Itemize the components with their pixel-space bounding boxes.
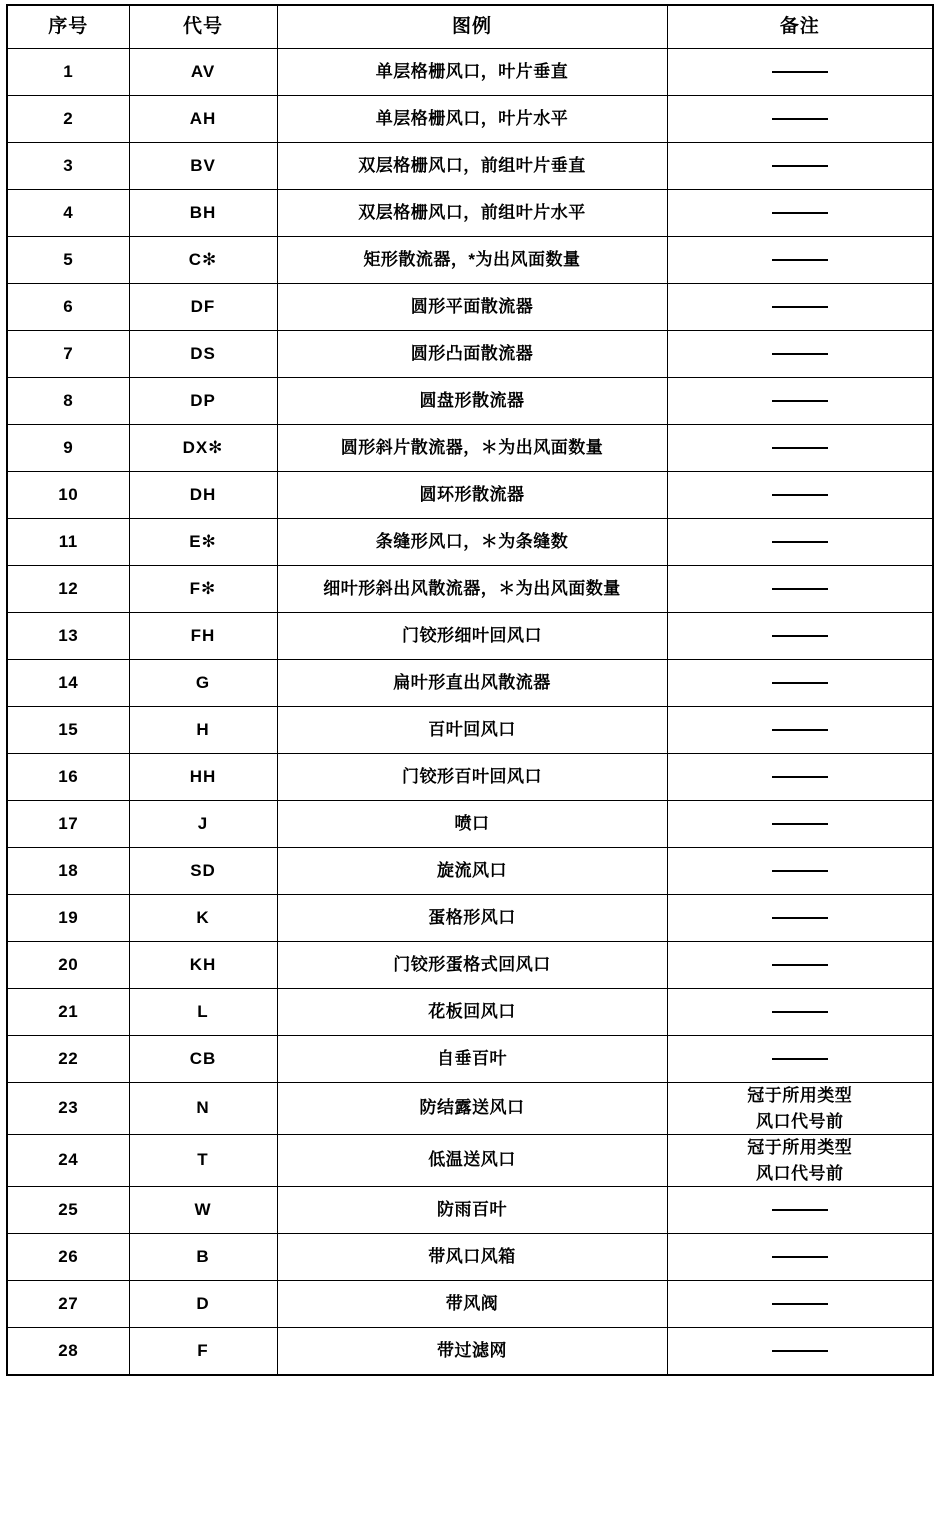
description-text: 百叶回风口 [428, 719, 516, 739]
cell-note [667, 613, 933, 660]
description-text: 细叶形斜出风散流器，＊为出风面数量 [323, 578, 621, 598]
cell-code: HH [129, 754, 277, 801]
cell-description [277, 1281, 667, 1328]
cell-note [667, 1083, 933, 1135]
cell-note [667, 284, 933, 331]
cell-description [277, 96, 667, 143]
cell-description [277, 331, 667, 378]
cell-no: 16 [7, 754, 129, 801]
cell-note [667, 848, 933, 895]
description-text: 蛋格形风口 [428, 907, 516, 927]
table-row [7, 378, 933, 425]
cell-code: FH [129, 613, 277, 660]
cell-description [277, 660, 667, 707]
cell-no: 22 [7, 1036, 129, 1083]
table-row [7, 1135, 933, 1187]
description-text: 单层格栅风口，叶片垂直 [375, 61, 569, 81]
note-dash-mark [772, 306, 828, 308]
cell-code: BV [129, 143, 277, 190]
cell-code: W [129, 1187, 277, 1234]
table-row [7, 895, 933, 942]
description-text: 条缝形风口，＊为条缝数 [375, 531, 569, 551]
cell-code: J [129, 801, 277, 848]
cell-description [277, 1135, 667, 1187]
table-row [7, 331, 933, 378]
cell-code: DX✻ [129, 425, 277, 472]
cell-description [277, 237, 667, 284]
description-text: 带风口风箱 [428, 1246, 516, 1266]
description-text: 花板回风口 [428, 1001, 516, 1021]
table-row [7, 801, 933, 848]
cell-code: K [129, 895, 277, 942]
description-text: 门铰形细叶回风口 [402, 625, 542, 645]
table-row [7, 1234, 933, 1281]
table-row [7, 613, 933, 660]
description-text: 带过滤网 [437, 1340, 507, 1360]
note-dash-mark [772, 1256, 828, 1258]
cell-code: C✻ [129, 237, 277, 284]
table-body [7, 49, 933, 1376]
cell-no: 24 [7, 1135, 129, 1187]
note-dash-mark [772, 541, 828, 543]
cell-description [277, 754, 667, 801]
cell-no: 8 [7, 378, 129, 425]
cell-no: 3 [7, 143, 129, 190]
description-text: 圆形平面散流器 [410, 296, 534, 316]
cell-no: 28 [7, 1328, 129, 1376]
header-cell-no: 序号 [7, 5, 129, 49]
cell-note [667, 331, 933, 378]
cell-code: D [129, 1281, 277, 1328]
description-text: 双层格栅风口，前组叶片垂直 [358, 155, 586, 175]
cell-no: 26 [7, 1234, 129, 1281]
cell-note [667, 942, 933, 989]
cell-no: 14 [7, 660, 129, 707]
cell-description [277, 848, 667, 895]
cell-description [277, 378, 667, 425]
cell-code: G [129, 660, 277, 707]
cell-description [277, 942, 667, 989]
cell-no: 2 [7, 96, 129, 143]
cell-description [277, 613, 667, 660]
note-line-2: 风口代号前 [756, 1163, 844, 1183]
table-row [7, 143, 933, 190]
note-dash-mark [772, 1303, 828, 1305]
table-row [7, 848, 933, 895]
cell-no: 5 [7, 237, 129, 284]
cell-note [667, 519, 933, 566]
cell-description [277, 1036, 667, 1083]
cell-no: 18 [7, 848, 129, 895]
cell-no: 19 [7, 895, 129, 942]
note-dash-mark [772, 823, 828, 825]
cell-note [667, 1036, 933, 1083]
table-row [7, 942, 933, 989]
description-text: 防雨百叶 [437, 1199, 507, 1219]
cell-no: 25 [7, 1187, 129, 1234]
cell-description [277, 519, 667, 566]
table-row [7, 566, 933, 613]
note-dash-mark [772, 917, 828, 919]
table-row [7, 707, 933, 754]
cell-code: SD [129, 848, 277, 895]
cell-description [277, 801, 667, 848]
cell-no: 21 [7, 989, 129, 1036]
note-dash-mark [772, 259, 828, 261]
cell-no: 10 [7, 472, 129, 519]
cell-description [277, 989, 667, 1036]
header-row [7, 5, 933, 49]
cell-description [277, 143, 667, 190]
table-row [7, 49, 933, 96]
note-dash-mark [772, 118, 828, 120]
table-row [7, 190, 933, 237]
cell-no: 13 [7, 613, 129, 660]
cell-note [667, 472, 933, 519]
description-text: 双层格栅风口，前组叶片水平 [358, 202, 586, 222]
description-text: 带风阀 [445, 1293, 499, 1313]
table-row [7, 425, 933, 472]
note-dash-mark [772, 635, 828, 637]
cell-no: 20 [7, 942, 129, 989]
note-dash-mark [772, 870, 828, 872]
cell-note [667, 1281, 933, 1328]
cell-no: 9 [7, 425, 129, 472]
cell-note [667, 96, 933, 143]
note-text [672, 1083, 929, 1134]
note-line-1: 冠于所用类型 [747, 1086, 853, 1105]
cell-note [667, 190, 933, 237]
cell-note [667, 989, 933, 1036]
note-dash-mark [772, 1350, 828, 1352]
note-line-2: 风口代号前 [756, 1111, 844, 1131]
cell-code: DP [129, 378, 277, 425]
note-dash-mark [772, 447, 828, 449]
cell-no: 11 [7, 519, 129, 566]
cell-note [667, 566, 933, 613]
cell-description [277, 1234, 667, 1281]
cell-code: B [129, 1234, 277, 1281]
description-text: 圆形凸面散流器 [410, 343, 534, 363]
description-text: 矩形散流器，*为出风面数量 [363, 249, 581, 269]
cell-note [667, 49, 933, 96]
table-row [7, 96, 933, 143]
description-text: 门铰形蛋格式回风口 [393, 954, 551, 974]
header-cell-desc: 图例 [277, 5, 667, 49]
cell-code: N [129, 1083, 277, 1135]
cell-code: DF [129, 284, 277, 331]
cell-code: F [129, 1328, 277, 1376]
description-text: 低温送风口 [428, 1150, 516, 1170]
description-text: 防结露送风口 [419, 1098, 525, 1118]
cell-code: AH [129, 96, 277, 143]
cell-description [277, 284, 667, 331]
cell-note [667, 660, 933, 707]
table-row [7, 1083, 933, 1135]
cell-description [277, 425, 667, 472]
cell-code: T [129, 1135, 277, 1187]
cell-note [667, 895, 933, 942]
table-row [7, 754, 933, 801]
note-dash-mark [772, 1058, 828, 1060]
cell-code: CB [129, 1036, 277, 1083]
cell-note [667, 1328, 933, 1376]
table-row [7, 1036, 933, 1083]
note-dash-mark [772, 165, 828, 167]
cell-description [277, 1328, 667, 1376]
cell-note [667, 1234, 933, 1281]
table-row [7, 989, 933, 1036]
note-dash-mark [772, 494, 828, 496]
description-text: 喷口 [454, 813, 490, 833]
description-text: 单层格栅风口，叶片水平 [375, 108, 569, 128]
note-dash-mark [772, 682, 828, 684]
table-row [7, 519, 933, 566]
cell-note [667, 707, 933, 754]
cell-description [277, 895, 667, 942]
air-outlet-legend-table [6, 4, 934, 1376]
description-text: 扁叶形直出风散流器 [393, 672, 551, 692]
cell-description [277, 190, 667, 237]
table-header [7, 5, 933, 49]
description-text: 旋流风口 [437, 860, 507, 880]
cell-no: 15 [7, 707, 129, 754]
cell-code: L [129, 989, 277, 1036]
note-dash-mark [772, 212, 828, 214]
cell-no: 6 [7, 284, 129, 331]
description-text: 门铰形百叶回风口 [402, 766, 542, 786]
note-dash-mark [772, 729, 828, 731]
table-row [7, 284, 933, 331]
table-row [7, 237, 933, 284]
cell-no: 1 [7, 49, 129, 96]
cell-note [667, 754, 933, 801]
cell-note [667, 378, 933, 425]
header-cell-note: 备注 [667, 5, 933, 49]
cell-description [277, 1083, 667, 1135]
cell-no: 4 [7, 190, 129, 237]
note-dash-mark [772, 776, 828, 778]
cell-no: 27 [7, 1281, 129, 1328]
cell-description [277, 472, 667, 519]
cell-no: 12 [7, 566, 129, 613]
note-dash-mark [772, 71, 828, 73]
note-dash-mark [772, 1011, 828, 1013]
cell-code: F✻ [129, 566, 277, 613]
cell-code: H [129, 707, 277, 754]
cell-description [277, 566, 667, 613]
note-dash-mark [772, 1209, 828, 1211]
cell-note [667, 801, 933, 848]
cell-code: AV [129, 49, 277, 96]
table-row [7, 472, 933, 519]
cell-code: DH [129, 472, 277, 519]
cell-description [277, 707, 667, 754]
cell-note [667, 237, 933, 284]
cell-note [667, 143, 933, 190]
cell-description [277, 1187, 667, 1234]
table-row [7, 660, 933, 707]
table-row [7, 1187, 933, 1234]
cell-note [667, 1187, 933, 1234]
cell-code: DS [129, 331, 277, 378]
cell-code: E✻ [129, 519, 277, 566]
description-text: 圆盘形散流器 [419, 390, 525, 410]
table-row [7, 1328, 933, 1376]
cell-code: KH [129, 942, 277, 989]
description-text: 圆环形散流器 [419, 484, 525, 504]
header-cell-code: 代号 [129, 5, 277, 49]
description-text: 自垂百叶 [437, 1048, 507, 1068]
cell-no: 17 [7, 801, 129, 848]
note-text [672, 1135, 929, 1186]
cell-description [277, 49, 667, 96]
table-row [7, 1281, 933, 1328]
note-dash-mark [772, 588, 828, 590]
cell-note [667, 1135, 933, 1187]
cell-note [667, 425, 933, 472]
note-dash-mark [772, 400, 828, 402]
note-dash-mark [772, 353, 828, 355]
cell-code: BH [129, 190, 277, 237]
note-line-1: 冠于所用类型 [747, 1138, 853, 1157]
description-text: 圆形斜片散流器，＊为出风面数量 [340, 437, 604, 457]
cell-no: 7 [7, 331, 129, 378]
note-dash-mark [772, 964, 828, 966]
cell-no: 23 [7, 1083, 129, 1135]
